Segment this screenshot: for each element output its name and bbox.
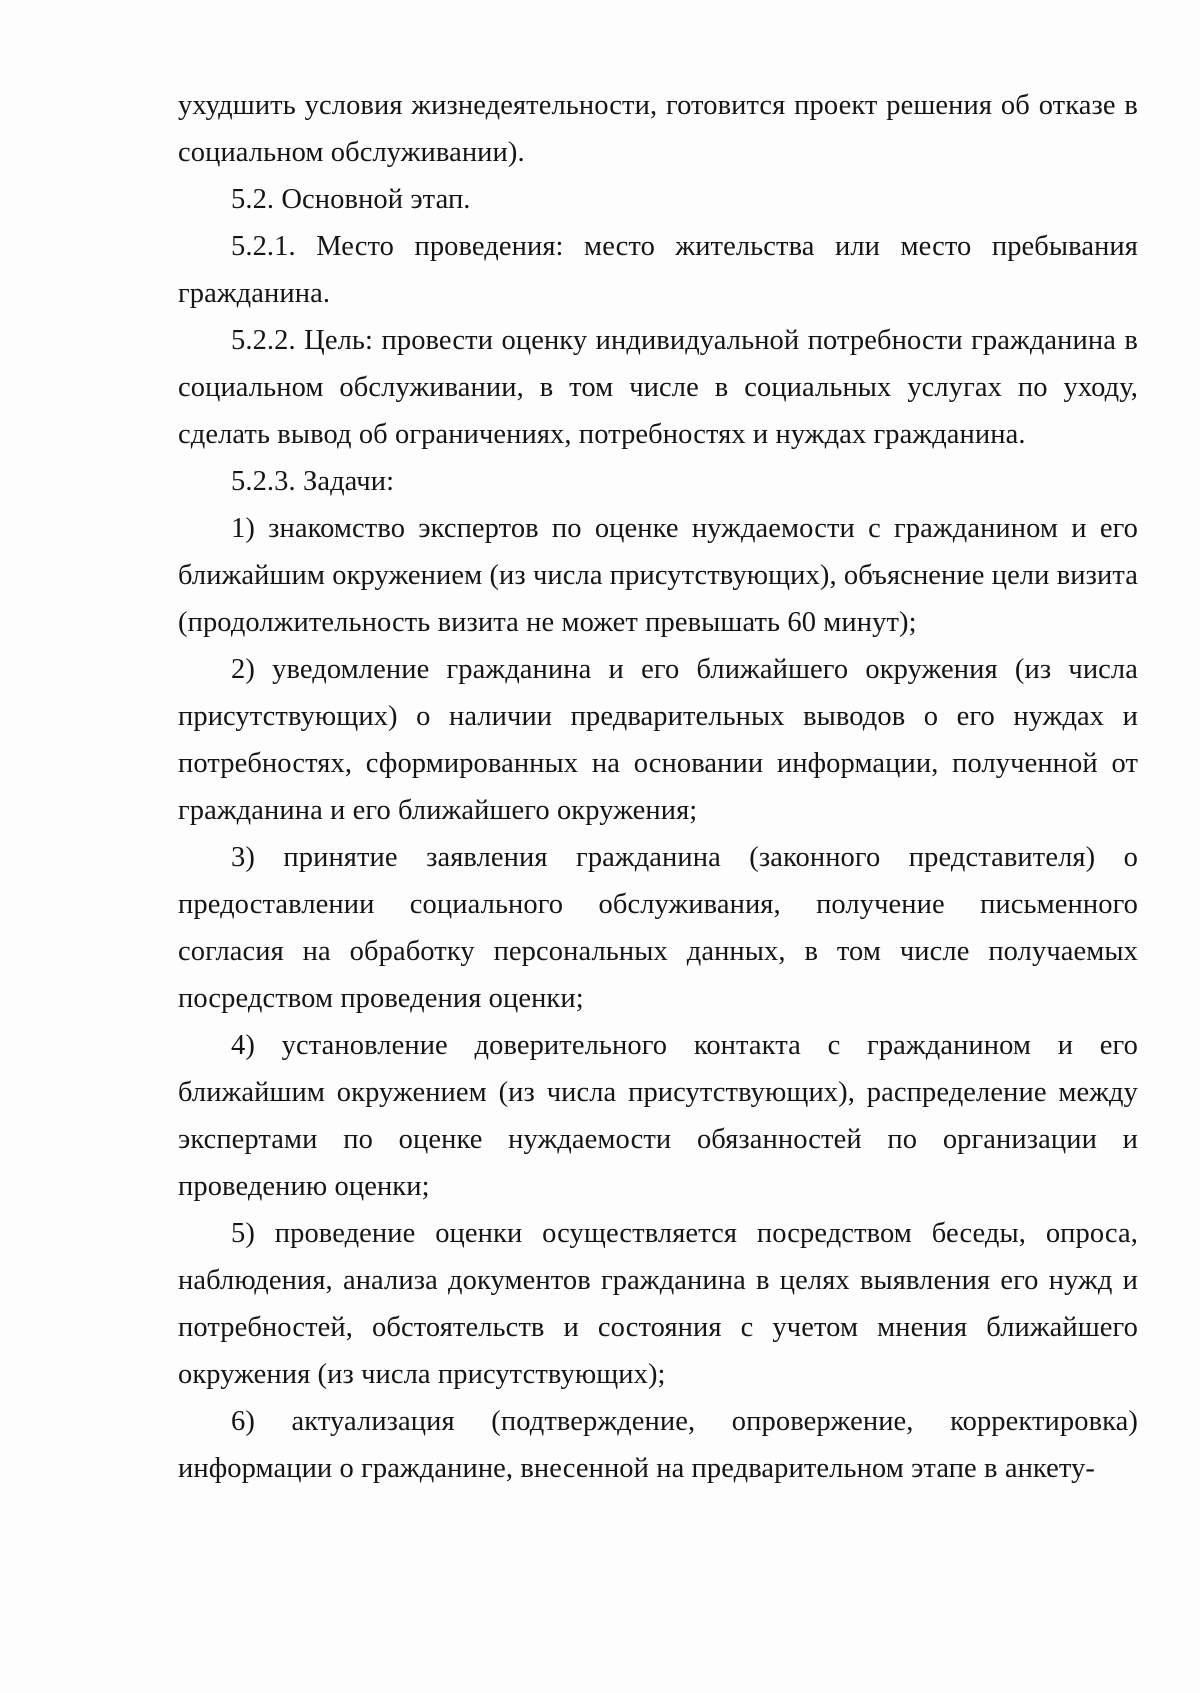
list-item-5: 5) проведение оценки осуществляется посредством беседы, опроса, наблюдения, анализа документов гражданина в целях выявления его нужд и потребностей, обстоятельств и состояния с учетом мнения ближайшего окружения (из числа присутствующих);	[178, 1218, 1138, 1390]
paragraph-5-2-2: 5.2.2. Цель: провести оценку индивидуальной потребности гражданина в социальном обслуживании, в том числе в социальных услугах по уходу, сделать вывод об ограничениях, потребностях и нуждах гражданина.	[178, 325, 1138, 450]
section-heading-5-2: 5.2. Основной этап.	[231, 184, 471, 215]
list-item-4: 4) установление доверительного контакта с гражданином и его ближайшим окружением (из числа присутствующих), распределение между экспертами по оценке нуждаемости обязанностей по организации и проведению оценки;	[178, 1030, 1138, 1202]
paragraph-continuation: ухудшить условия жизнедеятельности, готовится проект решения об отказе в социальном обслуживании).	[178, 90, 1138, 168]
paragraph-5-2-3: 5.2.3. Задачи:	[231, 466, 395, 497]
list-item-6: 6) актуализация (подтверждение, опровержение, корректировка) информации о гражданине, внесенной на предварительном этапе в анкету-	[178, 1406, 1138, 1484]
document-body	[178, 82, 1138, 1492]
list-item-2: 2) уведомление гражданина и его ближайшего окружения (из числа присутствующих) о наличии предварительных выводов о его нуждах и потребностях, сформированных на основании информации, полученной от гражданина и его ближайшего окружения;	[178, 654, 1138, 826]
list-item-3: 3) принятие заявления гражданина (законного представителя) о предоставлении социального обслуживания, получение письменного согласия на обработку персональных данных, в том числе получаемых посредством проведения оценки;	[178, 842, 1138, 1014]
paragraph-5-2-1: 5.2.1. Место проведения: место жительства или место пребывания гражданина.	[178, 231, 1138, 309]
list-item-1: 1) знакомство экспертов по оценке нуждаемости с гражданином и его ближайшим окружением (из числа присутствующих), объяснение цели визита (продолжительность визита не может превышать 60 минут);	[178, 513, 1138, 638]
